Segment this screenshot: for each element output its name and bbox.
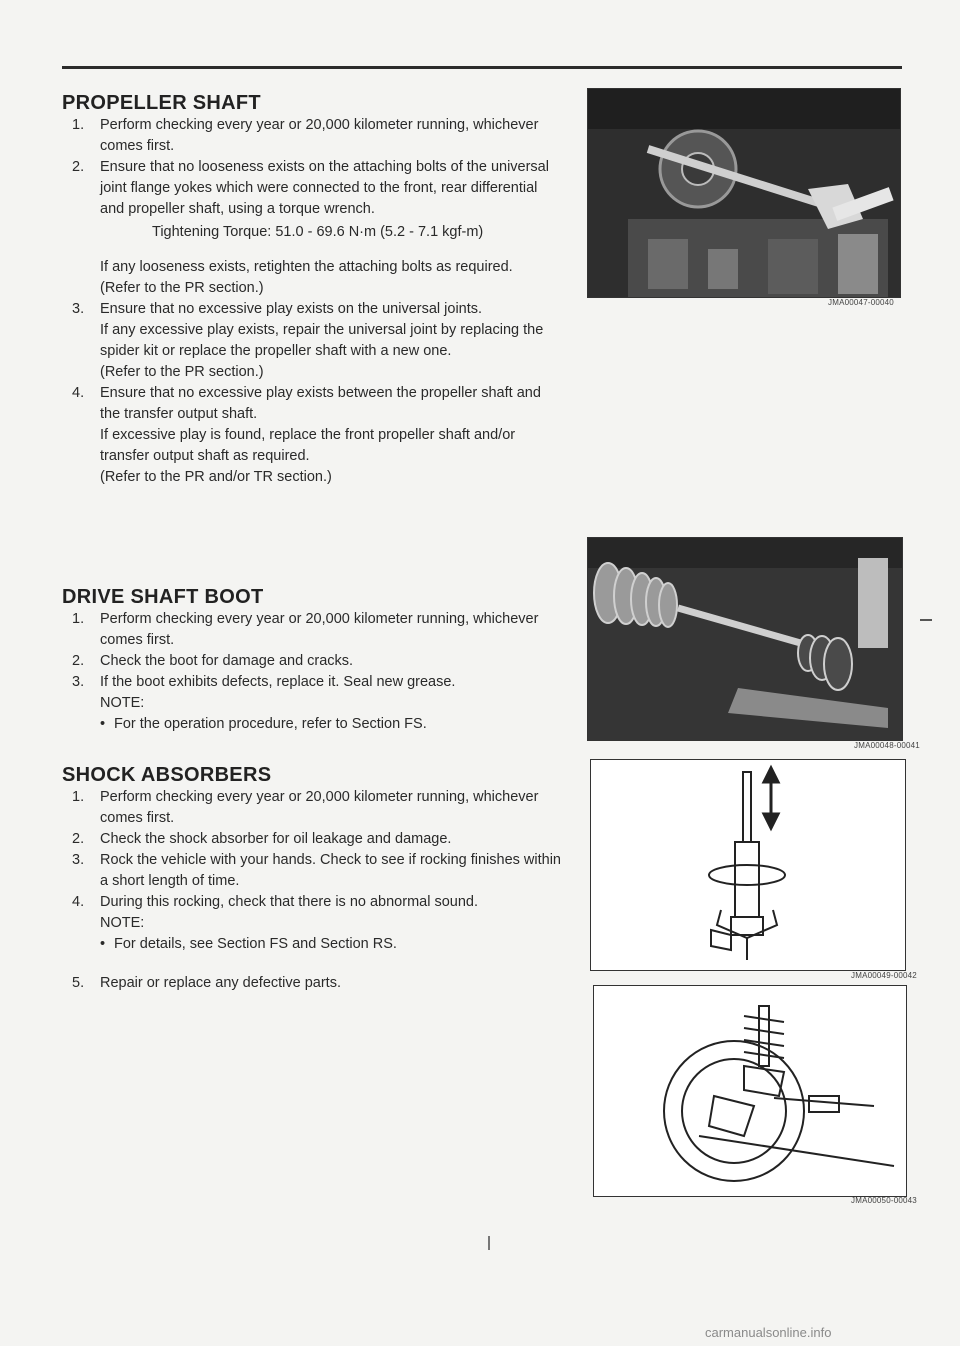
shock-absorber-diagram: [590, 759, 906, 971]
list-item: [62, 829, 562, 850]
section-title: SHOCK ABSORBERS: [62, 764, 272, 786]
step-list: [62, 115, 562, 488]
step-number: 2.: [72, 159, 85, 175]
note-bullet: • For details, see Section FS and Section RS.: [100, 934, 562, 955]
step-reference: (Refer to the PR section.): [100, 280, 264, 296]
propeller-shaft-photo: [587, 88, 901, 298]
strut-assembly-illustration: [594, 986, 906, 1196]
list-item: [62, 973, 562, 994]
list-item: [62, 115, 562, 157]
list-item: [62, 672, 562, 735]
list-item: [62, 850, 562, 892]
list-item: [62, 651, 562, 672]
vertical-arrow-icon: [764, 768, 778, 828]
step-number: 3.: [72, 301, 85, 317]
step-number: 3.: [72, 674, 85, 690]
list-item: [62, 787, 562, 829]
drive-shaft-boot-photo: [587, 537, 903, 741]
step-text: During this rocking, check that there is no abnormal sound.: [100, 894, 479, 910]
step-number: 1.: [72, 789, 85, 805]
step-extra: If any looseness exists, retighten the attaching bolts as required.: [100, 259, 513, 275]
note-label: NOTE:: [100, 915, 145, 931]
step-text: Ensure that no looseness exists on the attaching bolts of the universal joint flange yokes which were connected to the front, rear differential and propeller shaft, using a torque wrench.: [100, 159, 549, 217]
step-text: Perform checking every year or 20,000 kilometer running, whichever comes first.: [100, 117, 539, 154]
list-item: [62, 299, 562, 383]
step-text: Ensure that no excessive play exists on the universal joints.: [100, 301, 483, 317]
step-number: 3.: [72, 852, 85, 868]
section-propeller-shaft: [62, 92, 562, 488]
step-reference: (Refer to the PR and/or TR section.): [100, 469, 332, 485]
top-rule: [62, 66, 902, 69]
list-item: [62, 892, 562, 955]
step-text: Perform checking every year or 20,000 kilometer running, whichever comes first.: [100, 611, 539, 648]
drive-shaft-boot-illustration: [588, 538, 902, 740]
shock-absorber-illustration: [591, 760, 905, 970]
step-text: Repair or replace any defective parts.: [100, 975, 341, 991]
page-footer-mark: [488, 1236, 490, 1250]
step-text: Ensure that no excessive play exists between the propeller shaft and the transfer output shaft.: [100, 385, 541, 422]
step-number: 2.: [72, 653, 85, 669]
step-reference: (Refer to the PR section.): [100, 364, 264, 380]
figure-caption: JMA00049-00042: [851, 971, 917, 980]
list-item: [62, 383, 562, 488]
step-number: 4.: [72, 385, 85, 401]
step-extra: If any excessive play exists, repair the universal joint by replacing the spider kit or replace the propeller shaft with a new one.: [100, 322, 544, 359]
note-bullet: • For the operation procedure, refer to Section FS.: [100, 714, 562, 735]
propeller-shaft-illustration: [588, 89, 900, 297]
figure-caption: JMA00050-00043: [851, 1196, 917, 1205]
step-list: [62, 609, 562, 735]
section-title: DRIVE SHAFT BOOT: [62, 586, 264, 608]
step-number: 4.: [72, 894, 85, 910]
margin-mark: [920, 619, 932, 621]
step-list: [62, 787, 562, 994]
figure-caption: JMA00048-00041: [854, 741, 920, 750]
step-number: 2.: [72, 831, 85, 847]
step-text: Perform checking every year or 20,000 kilometer running, whichever comes first.: [100, 789, 539, 826]
list-item: [62, 609, 562, 651]
step-number: 1.: [72, 117, 85, 133]
step-text: Check the shock absorber for oil leakage and damage.: [100, 831, 452, 847]
step-number: 1.: [72, 611, 85, 627]
step-extra: If excessive play is found, replace the front propeller shaft and/or transfer output shaft as required.: [100, 427, 516, 464]
note-label: NOTE:: [100, 695, 145, 711]
section-drive-shaft-boot: [62, 586, 562, 735]
strut-assembly-diagram: [593, 985, 907, 1197]
section-title: PROPELLER SHAFT: [62, 92, 261, 114]
step-text: Rock the vehicle with your hands. Check to see if rocking finishes within a short length of time.: [100, 852, 561, 889]
step-text: If the boot exhibits defects, replace it. Seal new grease.: [100, 674, 456, 690]
list-item: [62, 157, 562, 299]
section-shock-absorbers: [62, 764, 562, 994]
figure-caption: JMA00047-00040: [828, 298, 894, 307]
watermark: carmanualsonline.info: [705, 1325, 832, 1340]
step-number: 5.: [72, 975, 85, 991]
tightening-torque: Tightening Torque: 51.0 - 69.6 N·m (5.2 - 7.1 kgf-m): [152, 224, 484, 240]
step-text: Check the boot for damage and cracks.: [100, 653, 354, 669]
